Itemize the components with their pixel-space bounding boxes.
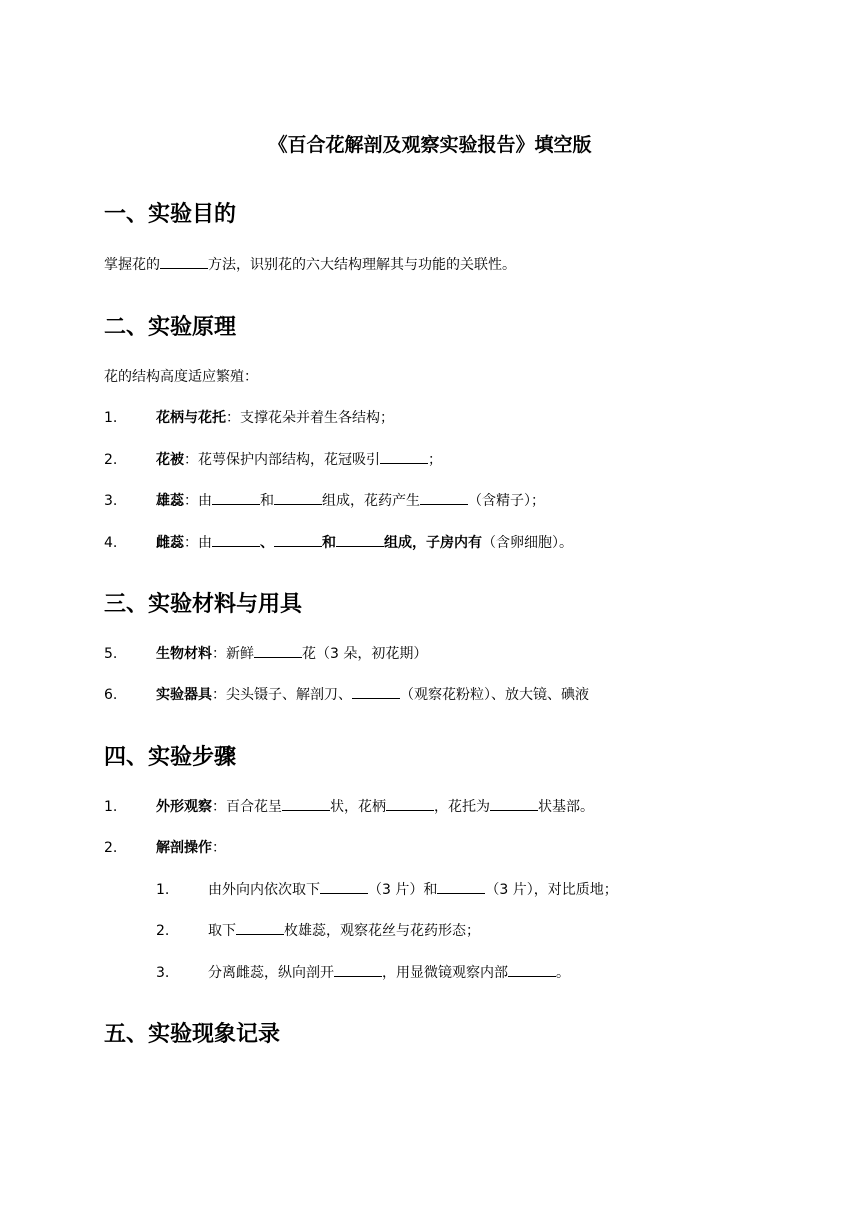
list-number: 5. — [104, 646, 118, 662]
fill-blank — [334, 962, 382, 977]
text-segment: 枚雄蕊，观察花丝与花药形态； — [284, 923, 480, 939]
fill-blank — [254, 643, 302, 658]
fill-blank — [352, 684, 400, 699]
fill-blank — [336, 532, 384, 547]
fill-blank — [380, 449, 428, 464]
list-number: 4. — [104, 535, 118, 551]
principle-intro: 花的结构高度适应繁殖： — [104, 369, 258, 385]
text-segment: 由外向内依次取下 — [208, 882, 320, 898]
text-segment: 组成，花药产生 — [322, 493, 420, 509]
list-number: 3. — [104, 493, 118, 509]
term-bold: 雄蕊 — [156, 493, 184, 509]
fill-blank — [236, 920, 284, 935]
text-segment: （含精子）； — [468, 493, 545, 509]
document-title: 《百合花解剖及观察实验报告》填空版 — [268, 134, 592, 156]
text-segment: 、 — [260, 535, 274, 551]
fill-blank — [212, 532, 260, 547]
fill-blank — [490, 796, 538, 811]
list-item — [156, 407, 394, 429]
text-segment: ：新鲜 — [212, 646, 254, 662]
term-bold: 花柄与花托 — [156, 410, 226, 426]
section-heading-purpose: 一、实验目的 — [104, 202, 237, 227]
purpose-paragraph — [104, 254, 516, 276]
list-number: 2. — [104, 452, 118, 468]
text-segment: 和 — [322, 535, 336, 551]
text-segment: ： — [212, 840, 226, 856]
text-segment: （含卵细胞）。 — [482, 535, 573, 551]
fill-blank — [282, 796, 330, 811]
list-item — [156, 796, 594, 818]
fill-blank — [274, 490, 322, 505]
fill-blank — [160, 254, 208, 269]
text-segment: ，花托为 — [434, 799, 490, 815]
text-segment: ：由 — [184, 493, 212, 509]
list-number: 6. — [104, 687, 118, 703]
text-segment: （观察花粉粒）、放大镜、碘液 — [400, 687, 589, 703]
list-number: 2. — [104, 840, 118, 856]
text-segment: 和 — [260, 493, 274, 509]
text-segment: （3 片），对比质地； — [485, 882, 618, 898]
list-item — [156, 643, 427, 665]
fill-blank — [274, 532, 322, 547]
term-bold: 花被 — [156, 452, 184, 468]
fill-blank — [212, 490, 260, 505]
list-item — [156, 684, 589, 706]
text-segment: 分离雌蕊，纵向剖开 — [208, 965, 334, 981]
section-heading-materials: 三、实验材料与用具 — [104, 592, 303, 617]
fill-blank — [437, 879, 485, 894]
fill-blank — [420, 490, 468, 505]
text-segment: 状，花柄 — [330, 799, 386, 815]
fill-blank — [386, 796, 434, 811]
text-segment: 花（3 朵，初花期） — [302, 646, 428, 662]
list-number: 1. — [104, 410, 118, 426]
list-number: 1. — [104, 799, 118, 815]
text-segment: ：百合花呈 — [212, 799, 282, 815]
text-segment: 。 — [556, 965, 570, 981]
sublist-item — [208, 962, 570, 984]
list-item — [156, 837, 226, 859]
sublist-number: 1. — [156, 882, 170, 898]
text-segment: （3 片）和 — [368, 882, 438, 898]
sublist-item — [208, 920, 480, 942]
text-segment: ：由 — [184, 535, 212, 551]
term-bold: 解剖操作 — [156, 840, 212, 856]
term-bold: 生物材料 — [156, 646, 212, 662]
term-bold: 雌蕊 — [156, 535, 184, 551]
list-item — [156, 449, 442, 471]
section-heading-observations: 五、实验现象记录 — [104, 1022, 281, 1047]
text-segment: ； — [428, 452, 442, 468]
text-segment: 方法，识别花的六大结构理解其与功能的关联性。 — [208, 257, 516, 273]
text-segment: ：支撑花朵并着生各结构； — [226, 410, 394, 426]
fill-blank — [508, 962, 556, 977]
list-item — [156, 532, 573, 554]
text-segment: 组成，子房内有 — [384, 535, 482, 551]
text-segment: ：尖头镊子、解剖刀、 — [212, 687, 352, 703]
text-segment: ：花萼保护内部结构，花冠吸引 — [184, 452, 380, 468]
fill-blank — [320, 879, 368, 894]
text-segment: ，用显微镜观察内部 — [382, 965, 508, 981]
section-heading-steps: 四、实验步骤 — [104, 745, 237, 770]
text-segment: 掌握花的 — [104, 257, 160, 273]
sublist-item — [208, 879, 618, 901]
list-item — [156, 490, 545, 512]
text-segment: 状基部。 — [538, 799, 594, 815]
term-bold: 外形观察 — [156, 799, 212, 815]
sublist-number: 3. — [156, 965, 170, 981]
section-heading-principle: 二、实验原理 — [104, 315, 237, 340]
text-segment: 取下 — [208, 923, 236, 939]
sublist-number: 2. — [156, 923, 170, 939]
term-bold: 实验器具 — [156, 687, 212, 703]
